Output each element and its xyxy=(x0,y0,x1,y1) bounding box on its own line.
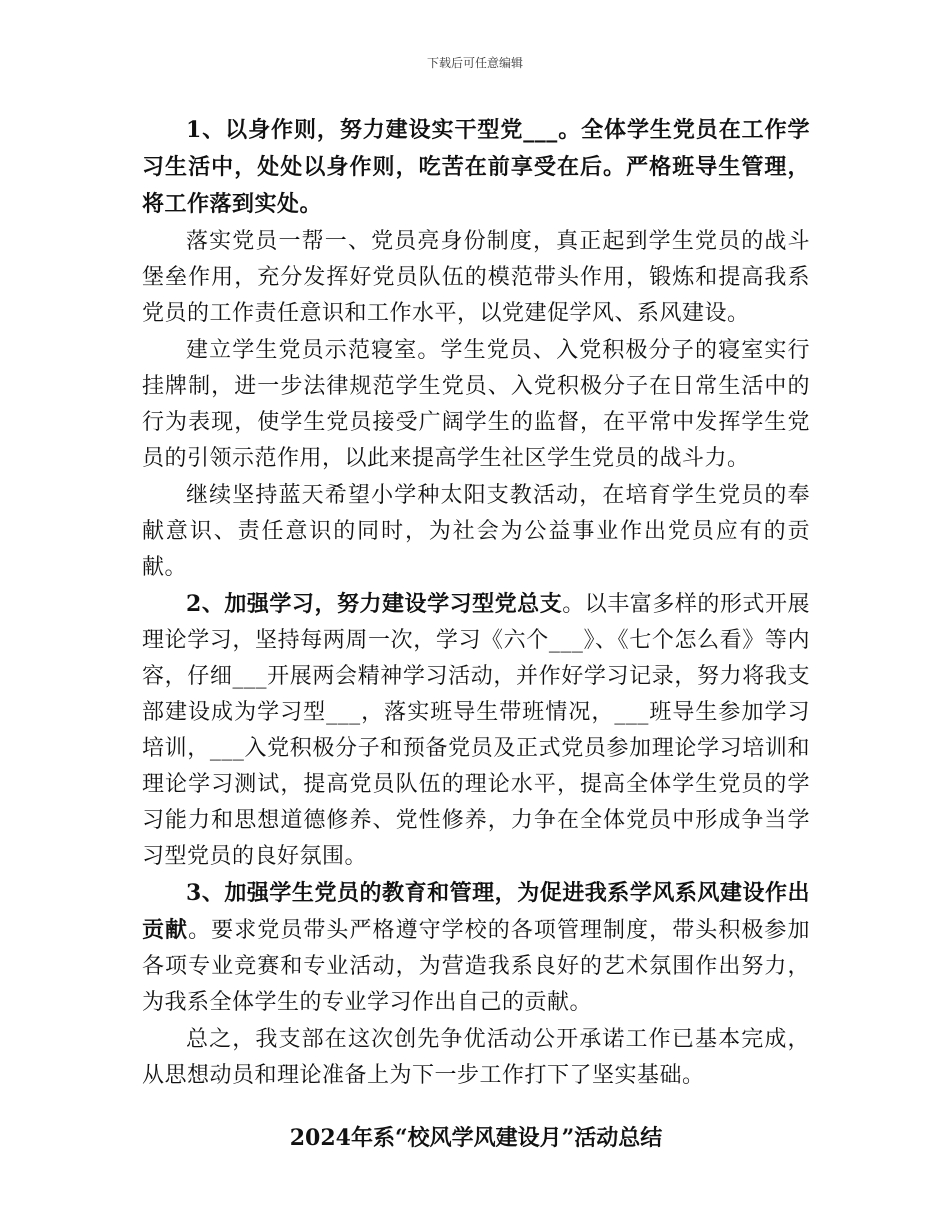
paragraph-3 xyxy=(142,332,810,477)
page-header-note: 下载后可任意编辑 xyxy=(426,56,523,70)
paragraph-3-body: 建立学生党员示范寝室。学生党员、入党积极分子的寝室实行挂牌制，进一步法律规范学生党员、入党积极分子在日常生活中的行为表现，使学生党员接受广阔学生的监督，在平常中发挥学生党员的引领示范作用，以此来提高学生社区学生党员的战斗力。 xyxy=(142,338,810,471)
paragraph-5-body: 。以丰富多样的形式开展理论学习，坚持每两周一次，学习《六个___》、《七个怎么看》等内容，仔细___开展两会精神学习活动，并作好学习记录，努力将我支部建设成为学习型___，落实班导生带班情况，___班导生参加学习培训，___入党积极分子和预备党员及正式党员参加理论学习培训和理论学习测试，提高党员队伍的理论水平，提高全体学生党员的学习能力和思想道德修养、党性修养，力争在全体党员中形成争当学习型党员的良好氛围。 xyxy=(142,592,810,869)
paragraph-1-lead: 1、以身作则，努力建设实干型党___。全体学生党员在工作学习生活中，处处以身作则，吃苦在前享受在后。严格班导生管理，将工作落到实处。 xyxy=(142,117,810,217)
paragraph-1 xyxy=(142,112,810,223)
paragraph-6-lead: 3、加强学生党员的教育和管理，为促进我系学风系风建设作出贡献 xyxy=(142,880,810,943)
paragraph-6 xyxy=(142,875,810,1021)
paragraph-4-body: 继续坚持蓝天希望小学种太阳支教活动，在培育学生党员的奉献意识、责任意识的同时，为社会为公益事业作出党员应有的贡献。 xyxy=(142,483,810,580)
paragraph-5-lead: 2、加强学习，努力建设学习型党总支 xyxy=(186,591,563,617)
paragraph-4 xyxy=(142,477,810,586)
paragraph-6-body: 。要求党员带头严格遵守学校的各项管理制度，带头积极参加各项专业竞赛和专业活动，为营造我系良好的艺术氛围作出努力，为我系全体学生的专业学习作出自己的贡献。 xyxy=(142,918,810,1015)
paragraph-7 xyxy=(142,1021,810,1094)
paragraph-7-body: 总之，我支部在这次创先争优活动公开承诺工作已基本完成，从思想动员和理论准备上为下一步工作打下了坚实基础。 xyxy=(142,1027,810,1088)
document-body xyxy=(142,112,810,1156)
paragraph-5 xyxy=(142,586,810,875)
paragraph-2 xyxy=(142,223,810,332)
paragraph-2-body: 落实党员一帮一、党员亮身份制度，真正起到学生党员的战斗堡垒作用，充分发挥好党员队伍的模范带头作用，锻炼和提高我系党员的工作责任意识和工作水平，以党建促学风、系风建设。 xyxy=(142,229,810,326)
next-document-title: 2024年系“校风学风建设月”活动总结 xyxy=(289,1125,663,1151)
